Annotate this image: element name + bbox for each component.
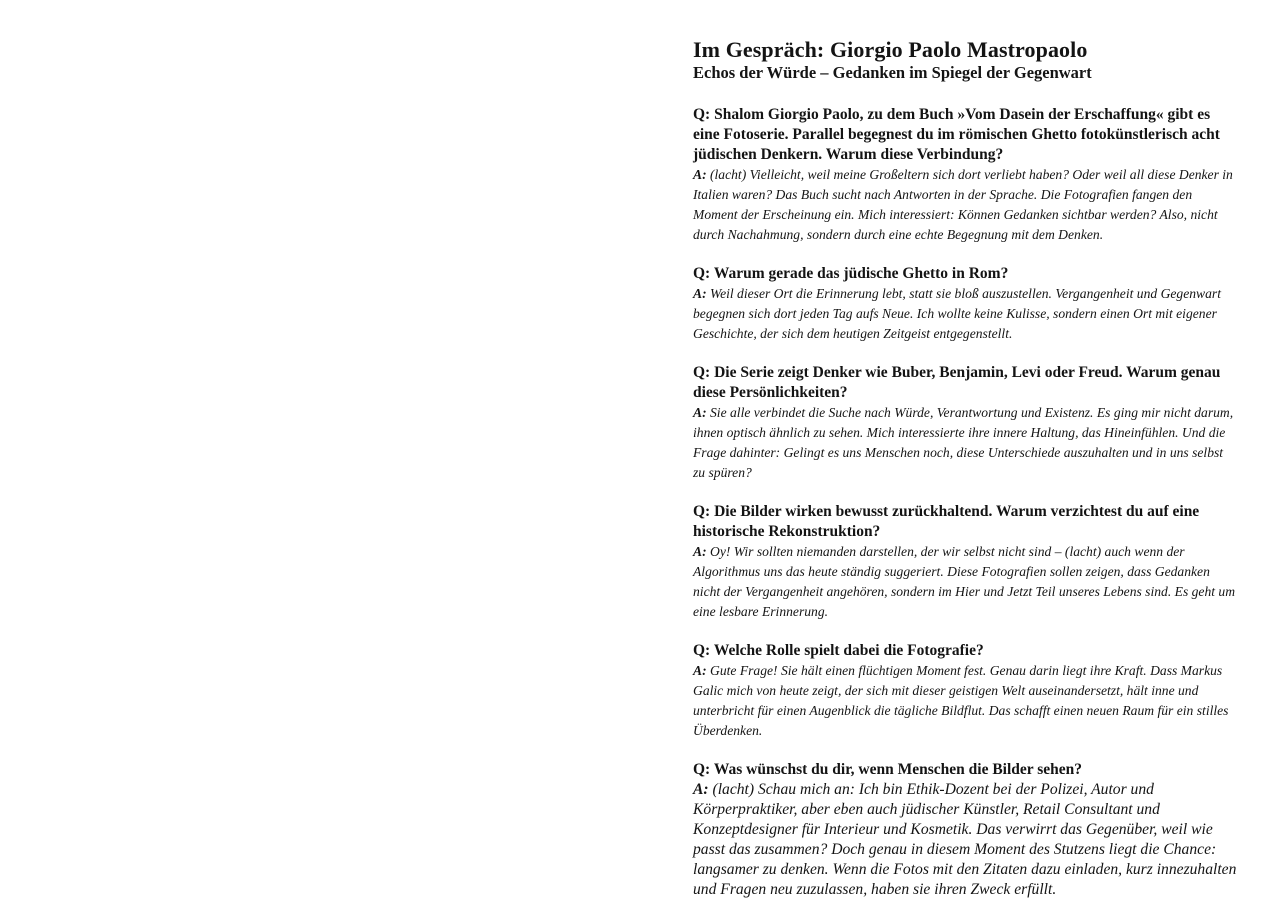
- question-text: Was wünschst du dir, wenn Menschen die Bilder sehen?: [713, 761, 1083, 778]
- question: [693, 502, 1238, 542]
- answer: [693, 661, 1238, 741]
- question: [693, 105, 1238, 165]
- answer-text: (lacht) Schau mich an: Ich bin Ethik-Dozent bei der Polizei, Autor und Körperpraktiker, aber eben auch jüdischer Künstler, Retail Consultant und Konzeptdesigner für Interieur und Kosmetik. Das verwirrt das Gegenüber, weil wie passt das zusammen? Doch genau in diesem Moment des Stutzens liegt die Chance: langsamer zu denken. Wenn die Fotos mit den Zitaten dazu einladen, kurz innezuhalten und Fragen neu zuzulassen, haben sie ihren Zweck erfüllt.: [693, 781, 1237, 898]
- qa-block-1: [693, 105, 1238, 245]
- question-prefix: Q:: [693, 106, 711, 123]
- answer: [693, 542, 1238, 622]
- answer-prefix: A:: [693, 663, 707, 678]
- question-prefix: Q:: [693, 642, 711, 659]
- qa-block-5: [693, 641, 1238, 741]
- answer-text: (lacht) Vielleicht, weil meine Großeltern sich dort verliebt haben? Oder weil all diese Denker in Italien waren? Das Buch sucht nach Antworten in der Sprache. Die Fotografien fangen den Moment der Erscheinung ein. Mich interessiert: Können Gedanken sichtbar werden? Also, nicht durch Nachahmung, sondern durch eine echte Begegnung mit dem Denken.: [693, 167, 1233, 242]
- answer: [693, 780, 1238, 900]
- question-prefix: Q:: [693, 503, 711, 520]
- question-prefix: Q:: [693, 761, 711, 778]
- answer: [693, 165, 1238, 245]
- page-title: Im Gespräch: Giorgio Paolo Mastropaolo: [693, 37, 1088, 62]
- answer-text: Gute Frage! Sie hält einen flüchtigen Moment fest. Genau darin liegt ihre Kraft. Dass Markus Galic mich von heute zeigt, der sich mit dieser geistigen Welt auseinandersetzt, hält inne und unterbricht für einen Augenblick die tägliche Bildflut. Das schafft einen neuen Raum für ein stilles Überdenken.: [693, 663, 1229, 738]
- qa-block-3: [693, 363, 1238, 483]
- question-text: Warum gerade das jüdische Ghetto in Rom?: [713, 265, 1009, 282]
- answer: [693, 284, 1238, 344]
- answer: [693, 403, 1238, 483]
- question: [693, 363, 1238, 403]
- answer-prefix: A:: [693, 286, 707, 301]
- answer-prefix: A:: [693, 167, 707, 182]
- answer-text: Oy! Wir sollten niemanden darstellen, der wir selbst nicht sind – (lacht) auch wenn der Algorithmus uns das heute ständig suggeriert. Diese Fotografien sollen zeigen, dass Gedanken nicht der Vergangenheit angehören, sondern im Hier und Jetzt Teil unseres Lebens sind. Es geht um eine lesbare Erinnerung.: [693, 544, 1236, 619]
- answer-text: Weil dieser Ort die Erinnerung lebt, statt sie bloß auszustellen. Vergangenheit und Gegenwart begegnen sich dort jeden Tag aufs Neue. Ich wollte keine Kulisse, sondern einen Ort mit eigener Geschichte, der sich dem heutigen Zeitgeist entgegenstellt.: [693, 286, 1221, 341]
- question-text: Shalom Giorgio Paolo, zu dem Buch »Vom Dasein der Erschaffung« gibt es eine Fotoserie. Parallel begegnest du im römischen Ghetto fotokünstlerisch acht jüdischen Denkern. Warum diese Verbindung?: [693, 106, 1220, 163]
- answer-text: Sie alle verbindet die Suche nach Würde, Verantwortung und Existenz. Es ging mir nicht darum, ihnen optisch ähnlich zu sehen. Mich interessierte ihre innere Haltung, das Hineinfühlen. Und die Frage dahinter: Gelingt es uns Menschen noch, diese Unterschiede auszuhalten und in uns selbst zu spüren?: [693, 405, 1234, 480]
- question-text: Die Serie zeigt Denker wie Buber, Benjamin, Levi oder Freud. Warum genau diese Persönlichkeiten?: [693, 364, 1221, 401]
- question: [693, 641, 1238, 661]
- question-text: Die Bilder wirken bewusst zurückhaltend. Warum verzichtest du auf eine historische Rekonstruktion?: [693, 503, 1200, 540]
- question: [693, 264, 1238, 284]
- qa-block-2: [693, 264, 1238, 344]
- qa-block-4: [693, 502, 1238, 622]
- qa-block-6: [693, 760, 1238, 900]
- question-text: Welche Rolle spielt dabei die Fotografie?: [713, 642, 984, 659]
- page-subtitle: Echos der Würde – Gedanken im Spiegel der Gegenwart: [693, 63, 1092, 82]
- question: [693, 760, 1238, 780]
- answer-prefix: A:: [693, 405, 707, 420]
- answer-prefix: A:: [693, 544, 707, 559]
- question-prefix: Q:: [693, 265, 711, 282]
- question-prefix: Q:: [693, 364, 711, 381]
- interview-article: [693, 37, 1238, 919]
- answer-prefix: A:: [693, 781, 709, 798]
